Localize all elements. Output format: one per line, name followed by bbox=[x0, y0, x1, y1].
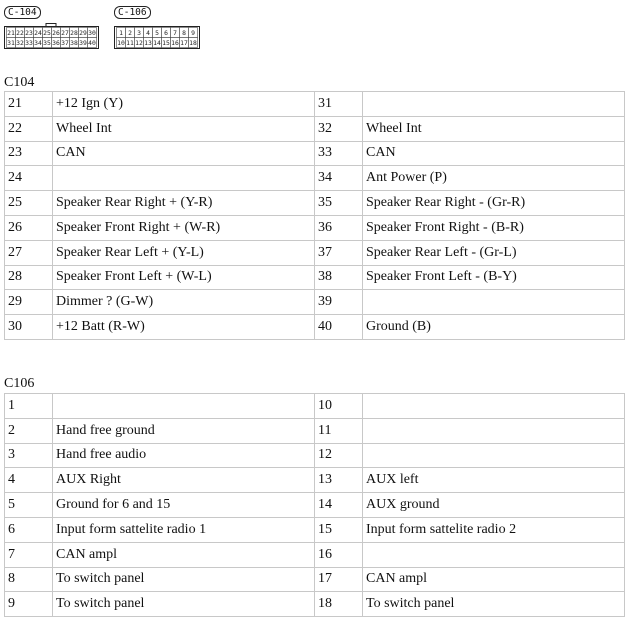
pin-number: 31 bbox=[7, 39, 15, 48]
function-cell: CAN ampl bbox=[363, 567, 625, 592]
pin-number: 8 bbox=[182, 29, 186, 38]
table-row bbox=[5, 116, 625, 141]
function-cell: Ant Power (P) bbox=[363, 166, 625, 191]
pin-cell: 17 bbox=[315, 567, 363, 592]
c104-title: C104 bbox=[4, 75, 35, 90]
pin-number: 3 bbox=[137, 29, 141, 38]
c106-title: C106 bbox=[4, 376, 35, 391]
table-row bbox=[5, 92, 625, 117]
function-cell: Ground for 6 and 15 bbox=[53, 493, 315, 518]
pin-cell: 4 bbox=[5, 468, 53, 493]
pin-cell: 32 bbox=[315, 116, 363, 141]
function-cell: Wheel Int bbox=[53, 116, 315, 141]
pin-number: 15 bbox=[162, 39, 170, 48]
connector-c106-diagram bbox=[114, 2, 201, 49]
pin-cell: 34 bbox=[315, 166, 363, 191]
pin-cell: 22 bbox=[5, 116, 53, 141]
pin-number: 30 bbox=[88, 29, 96, 38]
connector-c104-label: C-104 bbox=[4, 6, 41, 19]
pin-cell: 33 bbox=[315, 141, 363, 166]
pin-cell: 3 bbox=[5, 443, 53, 468]
pin-number: 5 bbox=[155, 29, 159, 38]
pin-cell: 15 bbox=[315, 517, 363, 542]
pin-number: 28 bbox=[70, 29, 78, 38]
table-row bbox=[5, 215, 625, 240]
table-row bbox=[5, 567, 625, 592]
connector-diagrams bbox=[4, 2, 214, 56]
pin-cell: 31 bbox=[315, 92, 363, 117]
pin-number: 16 bbox=[171, 39, 179, 48]
table-row bbox=[5, 517, 625, 542]
function-cell: +12 Ign (Y) bbox=[53, 92, 315, 117]
pin-cell: 30 bbox=[5, 315, 53, 340]
pin-cell: 39 bbox=[315, 290, 363, 315]
function-cell: Speaker Rear Left - (Gr-L) bbox=[363, 240, 625, 265]
pin-cell: 8 bbox=[5, 567, 53, 592]
pin-number: 24 bbox=[34, 29, 42, 38]
connector-c106-pinout-diagram bbox=[114, 23, 201, 49]
function-cell: +12 Batt (R-W) bbox=[53, 315, 315, 340]
function-cell: Hand free audio bbox=[53, 443, 315, 468]
pin-cell: 40 bbox=[315, 315, 363, 340]
pin-number: 9 bbox=[191, 29, 195, 38]
function-cell: CAN ampl bbox=[53, 542, 315, 567]
pin-cell: 28 bbox=[5, 265, 53, 290]
function-cell: Hand free ground bbox=[53, 418, 315, 443]
pin-number: 10 bbox=[117, 39, 125, 48]
c104-pinout-table bbox=[4, 91, 625, 340]
function-cell: To switch panel bbox=[363, 592, 625, 617]
function-cell bbox=[363, 290, 625, 315]
function-cell: Ground (B) bbox=[363, 315, 625, 340]
table-row bbox=[5, 166, 625, 191]
pin-cell: 9 bbox=[5, 592, 53, 617]
table-row bbox=[5, 443, 625, 468]
pin-cell: 37 bbox=[315, 240, 363, 265]
function-cell bbox=[363, 542, 625, 567]
function-cell bbox=[363, 394, 625, 419]
connector-c104-diagram bbox=[4, 2, 100, 49]
pin-number: 33 bbox=[25, 39, 33, 48]
pin-cell: 25 bbox=[5, 191, 53, 216]
pin-cell: 26 bbox=[5, 215, 53, 240]
pin-cell: 16 bbox=[315, 542, 363, 567]
function-cell bbox=[363, 92, 625, 117]
function-cell: AUX Right bbox=[53, 468, 315, 493]
pin-number: 6 bbox=[164, 29, 168, 38]
pin-number: 27 bbox=[61, 29, 69, 38]
pin-cell: 29 bbox=[5, 290, 53, 315]
connector-c106-label: C-106 bbox=[114, 6, 151, 19]
pin-number: 4 bbox=[146, 29, 150, 38]
pin-cell: 24 bbox=[5, 166, 53, 191]
function-cell: Dimmer ? (G-W) bbox=[53, 290, 315, 315]
function-cell: Speaker Front Right + (W-R) bbox=[53, 215, 315, 240]
pin-number: 21 bbox=[7, 29, 15, 38]
pin-number: 2 bbox=[128, 29, 132, 38]
connector-c104-pinout-diagram bbox=[4, 23, 100, 49]
pin-number: 1 bbox=[119, 29, 123, 38]
pin-cell: 35 bbox=[315, 191, 363, 216]
function-cell: Speaker Rear Right - (Gr-R) bbox=[363, 191, 625, 216]
function-cell: AUX left bbox=[363, 468, 625, 493]
table-row bbox=[5, 141, 625, 166]
pin-number: 29 bbox=[79, 29, 87, 38]
function-cell bbox=[363, 418, 625, 443]
table-row bbox=[5, 468, 625, 493]
pin-number: 37 bbox=[61, 39, 69, 48]
pin-cell: 23 bbox=[5, 141, 53, 166]
pin-cell: 21 bbox=[5, 92, 53, 117]
pin-cell: 6 bbox=[5, 517, 53, 542]
table-row bbox=[5, 265, 625, 290]
function-cell: CAN bbox=[53, 141, 315, 166]
pin-cell: 13 bbox=[315, 468, 363, 493]
function-cell: Input form sattelite radio 2 bbox=[363, 517, 625, 542]
table-row bbox=[5, 592, 625, 617]
connector-latch bbox=[46, 24, 56, 27]
function-cell: To switch panel bbox=[53, 592, 315, 617]
pin-cell: 38 bbox=[315, 265, 363, 290]
function-cell: CAN bbox=[363, 141, 625, 166]
pin-number: 13 bbox=[144, 39, 152, 48]
pin-number: 12 bbox=[135, 39, 143, 48]
table-row bbox=[5, 542, 625, 567]
pin-cell: 11 bbox=[315, 418, 363, 443]
pin-number: 35 bbox=[43, 39, 51, 48]
pin-number: 32 bbox=[16, 39, 24, 48]
pin-number: 26 bbox=[52, 29, 60, 38]
pin-number: 17 bbox=[180, 39, 188, 48]
pin-number: 40 bbox=[88, 39, 96, 48]
pin-cell: 5 bbox=[5, 493, 53, 518]
function-cell: Wheel Int bbox=[363, 116, 625, 141]
table-row bbox=[5, 315, 625, 340]
function-cell bbox=[53, 166, 315, 191]
pin-number: 11 bbox=[126, 39, 134, 48]
table-row bbox=[5, 240, 625, 265]
pin-cell: 2 bbox=[5, 418, 53, 443]
function-cell: Speaker Front Left - (B-Y) bbox=[363, 265, 625, 290]
pin-number: 38 bbox=[70, 39, 78, 48]
pin-cell: 10 bbox=[315, 394, 363, 419]
pin-cell: 7 bbox=[5, 542, 53, 567]
function-cell: Input form sattelite radio 1 bbox=[53, 517, 315, 542]
table-row bbox=[5, 290, 625, 315]
pin-number: 18 bbox=[189, 39, 197, 48]
function-cell bbox=[363, 443, 625, 468]
function-cell: Speaker Rear Left + (Y-L) bbox=[53, 240, 315, 265]
function-cell: Speaker Front Right - (B-R) bbox=[363, 215, 625, 240]
pin-number: 34 bbox=[34, 39, 42, 48]
pin-number: 25 bbox=[43, 29, 51, 38]
pin-number: 23 bbox=[25, 29, 33, 38]
function-cell: Speaker Front Left + (W-L) bbox=[53, 265, 315, 290]
table-row bbox=[5, 394, 625, 419]
pin-number: 7 bbox=[173, 29, 177, 38]
pin-number: 39 bbox=[79, 39, 87, 48]
table-row bbox=[5, 493, 625, 518]
c106-pinout-table bbox=[4, 393, 625, 617]
function-cell: To switch panel bbox=[53, 567, 315, 592]
pin-cell: 14 bbox=[315, 493, 363, 518]
function-cell: Speaker Rear Right + (Y-R) bbox=[53, 191, 315, 216]
table-row bbox=[5, 191, 625, 216]
function-cell: AUX ground bbox=[363, 493, 625, 518]
pin-cell: 27 bbox=[5, 240, 53, 265]
table-row bbox=[5, 418, 625, 443]
pin-cell: 36 bbox=[315, 215, 363, 240]
function-cell bbox=[53, 394, 315, 419]
pin-cell: 1 bbox=[5, 394, 53, 419]
pin-number: 36 bbox=[52, 39, 60, 48]
pin-number: 14 bbox=[153, 39, 161, 48]
pin-cell: 18 bbox=[315, 592, 363, 617]
pin-number: 22 bbox=[16, 29, 24, 38]
pin-cell: 12 bbox=[315, 443, 363, 468]
